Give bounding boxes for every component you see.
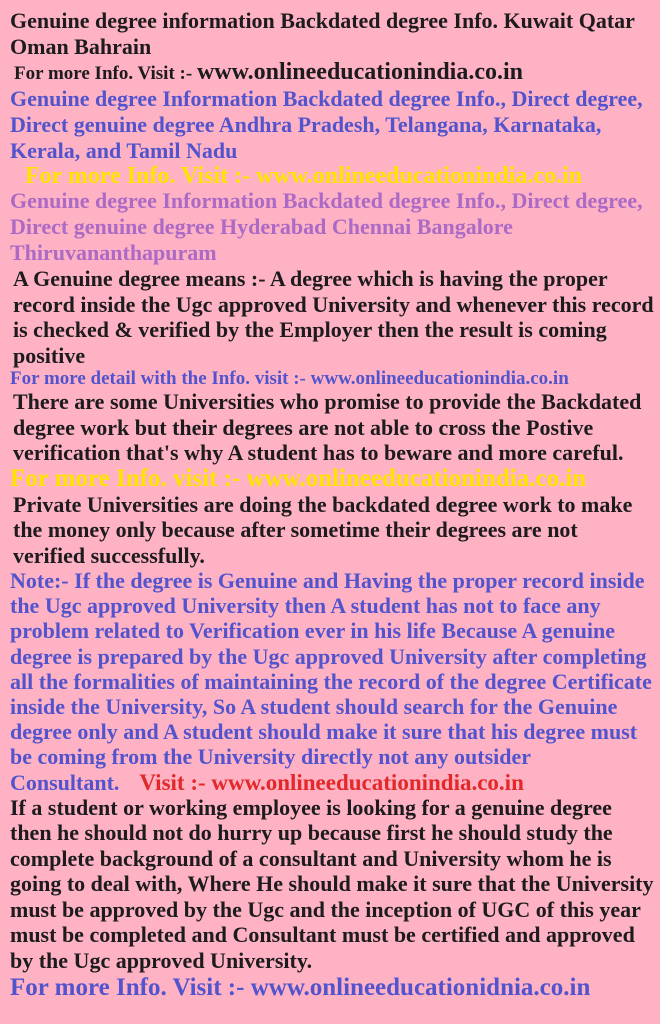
visit-line-top	[10, 60, 654, 86]
paragraph-south-states: Genuine degree Information Backdated degree Info., Direct degree, Direct genuine degree Andhra Pradesh, Telangana, Karnataka, Kerala, and Tamil Nadu	[10, 86, 643, 163]
visit-line-yellow-1: For more Info. Visit :- www.onlineeducationindia.co.in	[25, 163, 583, 189]
paragraph-student-advice: If a student or working employee is looking for a genuine degree then he should not do hurry up because first he should study the complete background of a consultant and University whom he is going to deal with, Where He should make it sure that the University must be approved by the Ugc and the inception of UGC of this year must be completed and Consultant must be certified and approved by the Ugc approved University.	[10, 794, 654, 973]
heading-gulf-countries: Genuine degree information Backdated degree Info. Kuwait Qatar Oman Bahrain	[10, 8, 635, 59]
visit-line-detail: For more detail with the Info. visit :- www.onlineeducationindia.co.in	[10, 368, 569, 389]
visit-line-footer: For more Info. Visit :- www.onlineeducationidnia.co.in	[10, 974, 591, 1002]
visit-line-yellow-2: For more Info. visit :- www.onlineeducationindia.co.in	[10, 464, 587, 492]
visit-line-top-url: www.onlineeducationindia.co.in	[196, 59, 524, 85]
paragraph-note	[10, 568, 654, 795]
paragraph-private-universities: Private Universities are doing the backdated degree work to make the money only because after sometime their degrees are not verified successfully.	[13, 491, 633, 568]
visit-line-top-label: For more Info. Visit :-	[14, 63, 197, 84]
visit-line-red: Visit :- www.onlineeducationindia.co.in	[139, 769, 524, 795]
note-text: Note:- If the degree is Genuine and Having the proper record inside the Ugc approved University then A student has not to face any problem related to Verification ever in his life Because A genuine degree is prepared by the Ugc approved University after completing all the formalities of maintaining the record of the degree Certificate inside the University, So A student should search for the Genuine degree only and A student should make it sure that his degree must be coming from the University directly not any outsider Consultant.	[10, 568, 652, 795]
paragraph-universities-promise: There are some Universities who promise to provide the Backdated degree work but their degrees are not able to cross the Postive verification that's why A student has to beware and more careful.	[13, 389, 642, 465]
paragraph-south-cities: Genuine degree Information Backdated degree Info., Direct degree, Direct genuine degree Hyderabad Chennai Bangalore Thiruvananthapuram	[10, 188, 643, 265]
paragraph-genuine-degree-means: A Genuine degree means :- A degree which is having the proper record inside the Ugc approved University and whenever this record is checked & verified by the Employer then the result is coming positive	[13, 266, 654, 368]
